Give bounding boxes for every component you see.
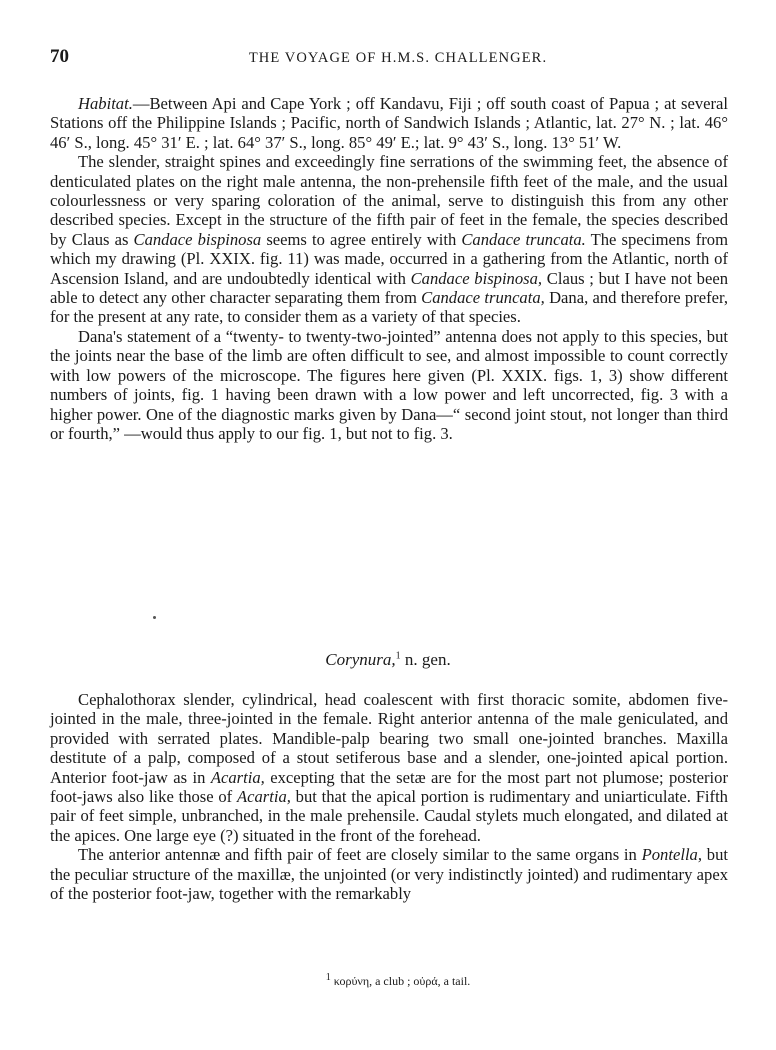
genus-name: Corynura, <box>325 650 396 669</box>
antenna-paragraph: Dana's statement of a “twenty- to twenty-two-jointed” antenna does not apply to this species, but the joints near the base of the limb are often difficult to see, and almost impossible to count correctly with low powers of the microscope. The figures here given (Pl. XXIX. figs. 1, 3) show different numbers of joints, fig. 1 having been drawn with a low power and left uncorrected, fig. 3 with a higher power. One of the diagnostic marks given by Dana—“ second joint stout, not longer than third or fourth,” —would thus apply to our fig. 1, but not to fig. 3. <box>50 326 728 443</box>
text-run: excepting that the setæ are for the most part not plumose; posterior foot-jaws also like those of <box>50 767 728 807</box>
species-name: Candace truncata, <box>421 288 545 308</box>
page-number: 70 <box>50 46 69 67</box>
text-run: but the peculiar structure of the maxillæ, the unjointed (or very indistinctly jointed) and rudimentary apex of the posterior foot-jaw, together with the remarkably <box>50 845 728 904</box>
text-run: Dana, and therefore prefer, for the present at any rate, to consider them as a variety of that species. <box>50 288 728 327</box>
comparison-paragraph <box>50 845 728 903</box>
genus-reference: Acartia, <box>210 767 265 787</box>
species-discussion <box>50 94 728 443</box>
genus-reference: Acartia, <box>236 787 291 807</box>
genus-suffix: n. gen. <box>400 650 451 669</box>
text-run: Claus ; but I have not been able to detect any other character separating them from <box>50 268 728 308</box>
text-run: The anterior antennæ and fifth pair of feet are closely similar to the same organs in <box>78 845 642 865</box>
text-run: The slender, straight spines and exceedingly fine serrations of the swimming feet, the absence of denticulated plates on the right male antenna, the non-prehensile fifth feet of the male, and the usual colourlessness or very sparing coloration of the animal, serve to distinguish this from any other described species. Except in the structure of the fifth pair of feet in the female, the species described by Claus as <box>50 152 728 249</box>
footnote-number: 1 <box>325 972 331 983</box>
genus-characters-paragraph <box>50 690 728 845</box>
text-run: Cephalothorax slender, cylindrical, head coalescent with first thoracic somite, abdomen five-jointed in the male, three-jointed in the female. Right anterior antenna of the male geniculated, and provided with serrated plates. Mandible-palp bearing two small one-jointed branches. Maxilla destitute of a palp, composed of a stout setiferous base and a slender, one-jointed apical portion. Anterior foot-jaw as in <box>50 690 728 787</box>
diagnosis-paragraph <box>50 152 728 327</box>
species-name: Candace truncata. <box>461 229 586 249</box>
habitat-text: —Between Api and Cape York ; off Kandavu, Fiji ; off south coast of Papua ; at several Stations off the Philippine Islands ; Pacific, north of Sandwich Islands ; Atlantic, lat. 27° N. ; lat. 46° 46′ S., long. 45° 31′ E. ; lat. 64° 37′ S., long. 85° 49′ E.; lat. 9° 43′ S., long. 13° 51′ W. <box>50 94 728 152</box>
genus-reference: Pontella, <box>641 845 702 865</box>
text-run: seems to agree entirely with <box>261 229 462 249</box>
text-run: The specimens from which my drawing (Pl. XXIX. fig. 11) was made, occurred in a gathering from the Atlantic, north of Ascension Island, and are undoubtedly identical with <box>50 229 728 288</box>
running-head: THE VOYAGE OF H.M.S. CHALLENGER. <box>248 50 548 66</box>
divider-dot <box>153 616 156 619</box>
text-run: but that the apical portion is rudimentary and uniarticulate. Fifth pair of feet simple, unbranched, in the male prehensile. Caudal stylets much elongated, and dilated at the apices. One large eye (?) situated in the front of the forehead. <box>50 787 728 845</box>
habitat-label: Habitat. <box>78 94 133 113</box>
species-name: Candace bispinosa, <box>410 268 543 288</box>
genus-heading <box>0 650 776 670</box>
habitat-paragraph <box>50 94 728 152</box>
species-name: Candace bispinosa <box>133 229 262 249</box>
footnote-text: κορύνη, a club ; οὐρά, a tail. <box>330 974 471 988</box>
footnote <box>0 972 776 989</box>
footnote-marker: 1 <box>395 650 401 662</box>
genus-description <box>50 690 728 903</box>
